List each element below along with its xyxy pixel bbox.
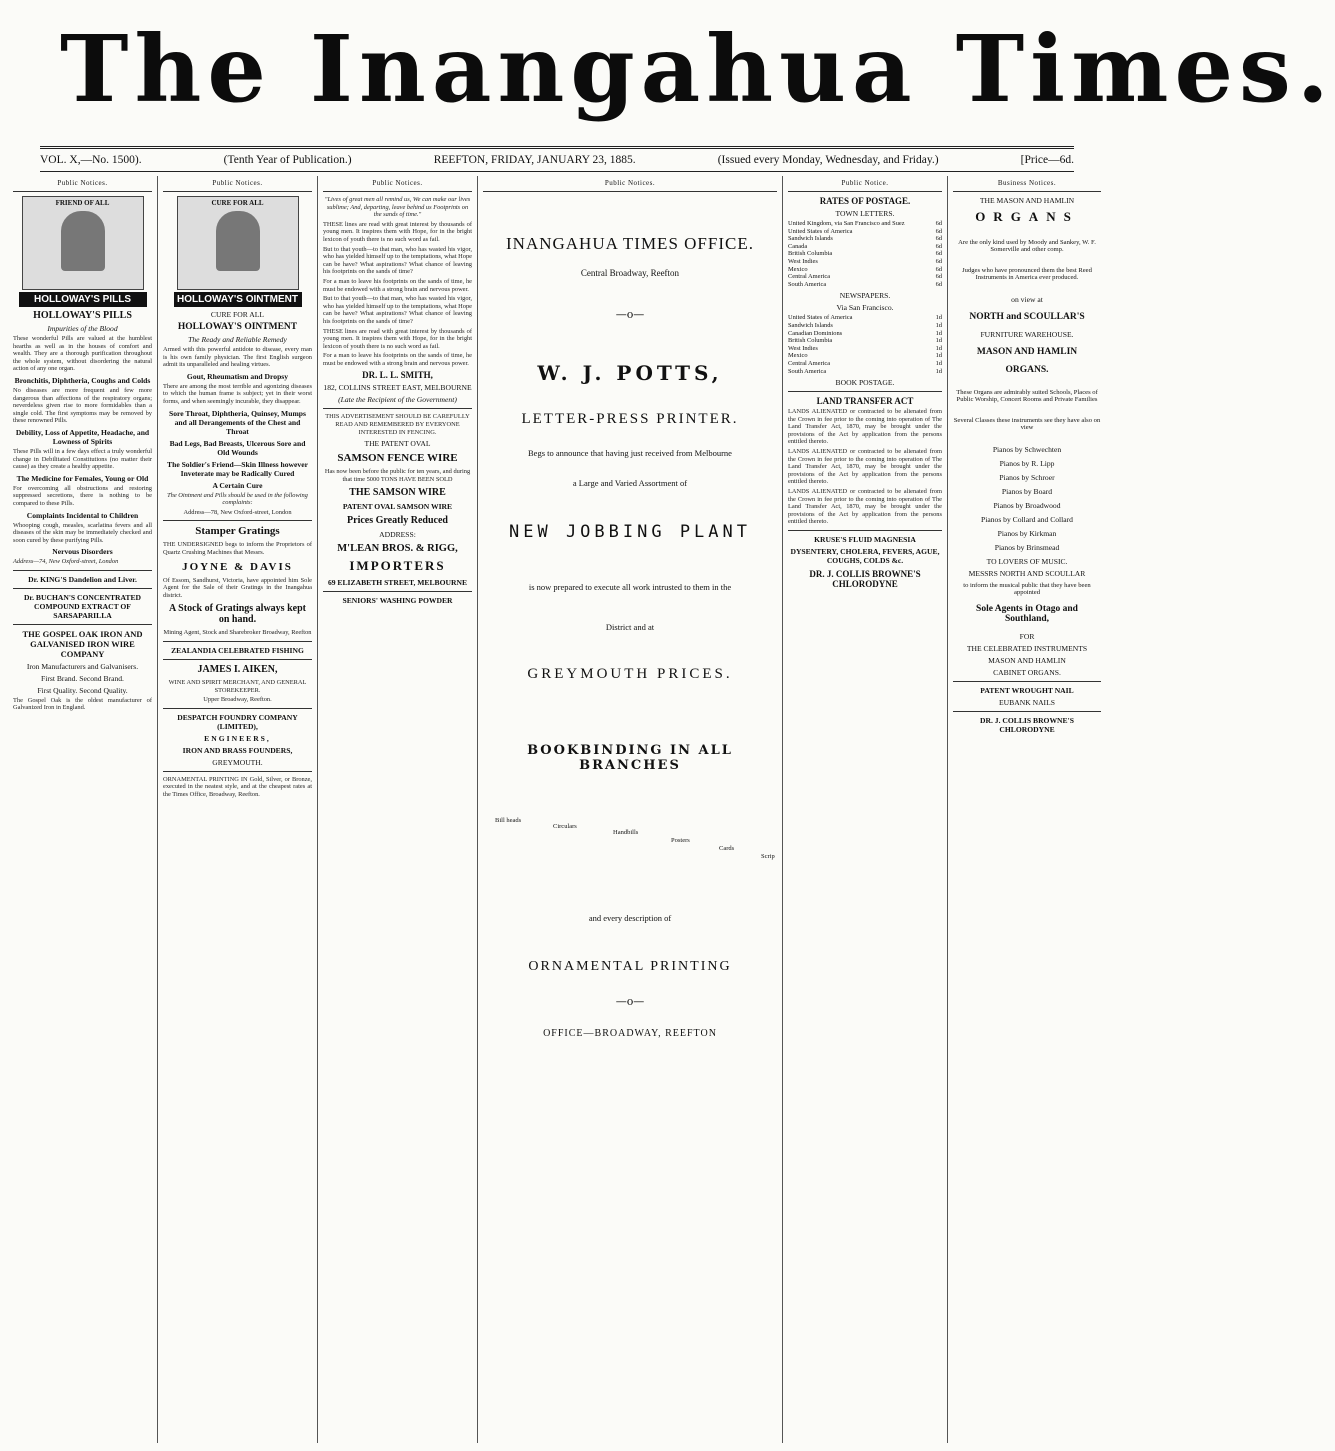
ad-paragraph: For overcoming all obstructions and restoring suppressed secretions, there is nothing to be compared to these Pills. xyxy=(13,484,152,507)
postage-row xyxy=(788,250,942,258)
job-types xyxy=(483,813,777,903)
piano-item: Pianos by Schwechten xyxy=(992,445,1062,454)
divider xyxy=(163,708,312,709)
postage-row-label: South America xyxy=(788,280,827,288)
pills-plaque: HOLLOWAY'S PILLS xyxy=(19,292,147,307)
gospel-brands: First Brand. Second Brand. xyxy=(41,673,124,683)
newspaper-row xyxy=(788,322,942,330)
newspapers-head: NEWSPAPERS. xyxy=(839,291,891,301)
announce-line: Begs to announce that having just received from Melbourne xyxy=(528,448,732,458)
aiken-address: Upper Broadway, Reefton. xyxy=(203,696,272,704)
kings-ad-title: Dr. KING'S Dandelion and Liver. xyxy=(28,574,137,584)
job-circulars: Circulars xyxy=(553,823,577,830)
times-office-address: Central Broadway, Reefton xyxy=(580,268,680,278)
divider xyxy=(163,520,312,521)
newspaper-row-value: 1d xyxy=(935,344,942,352)
newspaper-row-label: West Indies xyxy=(788,344,818,352)
newspaper-row-value: 1d xyxy=(935,367,942,375)
column-3 xyxy=(318,176,478,1443)
ornament-divider: —o— xyxy=(615,995,645,1008)
ad-heading: A Certain Cure xyxy=(212,480,263,490)
job-posters: Posters xyxy=(671,837,690,844)
elizabeth-street: 69 ELIZABETH STREET, MELBOURNE xyxy=(327,578,468,588)
despatch-town: GREYMOUTH. xyxy=(212,757,263,767)
mclean-rigg: M'LEAN BROS. & RIGG, xyxy=(337,543,458,555)
gospel-note: The Gospel Oak is the oldest manufacturer of Galvanized Iron in England. xyxy=(13,696,152,712)
despatch-engineers: ENGINEERS, xyxy=(204,733,271,743)
job-cards: Cards xyxy=(719,845,735,852)
kruse-title: KRUSE'S FLUID MAGNESIA xyxy=(814,535,916,544)
organs-only: Are the only kind used by Moody and Sankey, W. F. Somerville and other comp. xyxy=(958,239,1096,253)
ad-paragraph: There are among the most terrible and agonizing diseases to which the human frame is subject; yet in their worst forms, and when seemingly incurable, they disappear. xyxy=(163,382,312,405)
newspaper-row-label: British Columbia xyxy=(788,337,833,345)
seniors-washing: SENIORS' WASHING POWDER xyxy=(342,596,453,606)
despatch-iron: IRON AND BRASS FOUNDERS, xyxy=(182,745,293,755)
postage-row-label: Central America xyxy=(788,273,831,281)
article-paragraph: But to that youth—to that man, who has wasted his vigor, who has yielded himself up to the temptations, what Hope can be have? What aspirations? What chance of leaving his footprints on the sands of time? xyxy=(323,245,472,276)
samson-wire: THE SAMSON WIRE xyxy=(349,487,446,499)
divider xyxy=(13,570,152,571)
job-scrip: Scrip xyxy=(761,853,775,860)
aiken-title: JAMES I. AIKEN, xyxy=(197,663,278,675)
furniture-warehouse: FURNITURE WAREHOUSE. xyxy=(980,330,1074,339)
newspaper-row-value: 1d xyxy=(935,352,942,360)
ornamental-printing-note: ORNAMENTAL PRINTING IN Gold, Silver, or Bronze, executed in the neatest style, and at the cheapest rates at the Times Office, Broadway, Reefton. xyxy=(163,775,312,798)
smith-name: DR. L. L. SMITH, xyxy=(362,370,433,381)
column-6 xyxy=(948,176,1106,1443)
ointment-plaque: HOLLOWAY'S OINTMENT xyxy=(174,292,302,307)
address-label: ADDRESS: xyxy=(379,530,416,540)
newspaper-row-value: 1d xyxy=(935,321,942,329)
times-office-title: INANGAHUA TIMES OFFICE. xyxy=(506,234,754,253)
fencing-advert: THIS ADVERTISEMENT SHOULD BE CAREFULLY READ AND REMEMBERED BY EVERYONE INTERESTED IN FENCING. xyxy=(325,413,470,436)
buchan-ad-title: Dr. BUCHAN'S CONCENTRATED COMPOUND EXTRACT OF SARSAPARILLA xyxy=(23,592,142,620)
postage-row-value: 6d xyxy=(935,220,942,227)
ad-heading: Sore Throat, Diphtheria, Quinsey, Mumps and all Derangements of the Chest and Throat xyxy=(169,408,306,436)
poem-quote: "Lives of great men all remind us, We can make our lives sublime; And, departing, leave behind us Footprints on the sands of time." xyxy=(324,196,471,219)
postage-row xyxy=(788,258,942,266)
newspaper-row-label: Canadian Dominions xyxy=(788,329,843,337)
divider xyxy=(953,711,1101,712)
column-head: Public Notices. xyxy=(13,176,152,192)
land-transfer-paragraph: LANDS ALIENATED or contracted to be alienated from the Crown in fee prior to the coming into operation of The Land Transfer Act, 1870, may be brought under the provisions of the Act by application from the persons entitled thereto. xyxy=(788,448,942,486)
gospel-quality: First Quality. Second Quality. xyxy=(37,685,128,695)
patent-oval: THE PATENT OVAL xyxy=(364,439,431,449)
joyne-davis: JOYNE & DAVIS xyxy=(182,560,293,573)
ad-address: Address—78, New Oxford-street, London xyxy=(183,508,292,516)
ad-paragraph: These wonderful Pills are valued at the humblest hearths as well as in the houses of comfort and wealth. They are a thorough purification throughout the whole system, without disordering the natural action of any one organ. xyxy=(13,335,152,373)
ad-heading: Nervous Disorders xyxy=(52,547,113,557)
cabinet-organs: CABINET ORGANS. xyxy=(993,668,1061,677)
smith-note: (Late the Recipient of the Government) xyxy=(338,395,457,405)
divider xyxy=(788,391,942,392)
postage-row xyxy=(788,228,942,236)
potts-name: W. J. POTTS, xyxy=(537,361,723,385)
postage-row-value: 6d xyxy=(935,265,942,273)
letterpress-printer: LETTER-PRESS PRINTER. xyxy=(521,411,739,427)
assortment-line: a Large and Varied Assortment of xyxy=(572,478,688,488)
newspaper-row-label: Sandwich Islands xyxy=(788,321,833,329)
postage-row-label: Canada xyxy=(788,242,808,250)
mining-agent: Mining Agent, Stock and Sharebroker Broadway, Reefton xyxy=(163,629,312,637)
ad-heading: The Medicine for Females, Young or Old xyxy=(16,473,149,483)
newspaper-row-label: Central America xyxy=(788,359,831,367)
eubank-nails: EUBANK NAILS xyxy=(999,698,1055,707)
postage-row-label: British Columbia xyxy=(788,250,833,258)
newspaper-row-value: 1d xyxy=(935,314,942,322)
newspaper-row-label: United States of America xyxy=(788,314,853,322)
newspaper-row xyxy=(788,330,942,338)
piano-item: Pianos by Broadwood xyxy=(993,501,1061,510)
messrs-north: MESSRS NORTH AND SCOULLAR xyxy=(968,569,1086,578)
columns xyxy=(8,176,1106,1443)
inform-public: to inform the musical public that they have been appointed xyxy=(963,582,1091,596)
ad-paragraph: Armed with this powerful antidote to disease, every man is his own family physician. The first English surgeon admit its unparalleled and healing virtues. xyxy=(163,346,312,369)
column-2 xyxy=(158,176,318,1443)
divider xyxy=(163,771,312,772)
on-view: on view at xyxy=(1011,295,1043,304)
postage-row-value: 6d xyxy=(935,235,942,243)
piano-list xyxy=(953,445,1101,552)
lovers-music: TO LOVERS OF MUSIC. xyxy=(986,557,1068,566)
sole-agents: Sole Agents in Otago and Southland, xyxy=(976,604,1078,624)
column-head: Public Notices. xyxy=(483,176,777,192)
piano-item: Pianos by Brinsmead xyxy=(994,543,1060,552)
ornamental-printing: ORNAMENTAL PRINTING xyxy=(528,959,732,974)
mason-hamlin-head: THE MASON AND HAMLIN xyxy=(979,196,1075,205)
gospel-oak-title: THE GOSPEL OAK IRON AND GALVANISED IRON WIRE COMPANY xyxy=(22,628,143,659)
postage-row-value: 6d xyxy=(935,280,942,288)
north-scoullar: NORTH and SCOULLAR'S xyxy=(969,312,1085,322)
ad-subtitle: The Ready and Reliable Remedy xyxy=(188,335,287,344)
town-letters: TOWN LETTERS. xyxy=(835,209,895,218)
newspaper-row-label: Mexico xyxy=(788,352,808,360)
newspaper-row-value: 1d xyxy=(935,329,942,337)
divider xyxy=(163,641,312,642)
column-head: Public Notices. xyxy=(323,176,472,192)
holloway-ointment-emblem xyxy=(177,196,299,290)
organs-title: ORGANS xyxy=(975,209,1079,224)
article-paragraph: THESE lines are read with great interest by thousands of young men. It inspires them with Hope, for in the bright lexicon of youth there is no such word as fail. xyxy=(323,220,472,243)
organs-label: ORGANS. xyxy=(1005,365,1049,375)
piano-item: Pianos by Kirkman xyxy=(997,529,1057,538)
stock-gratings: A Stock of Gratings always kept on hand. xyxy=(169,603,306,626)
postage-row-value: 6d xyxy=(935,227,942,235)
postage-row-label: Sandwich Islands xyxy=(788,235,833,243)
emblem-ribbon: CURE FOR ALL xyxy=(211,199,264,207)
postage-row xyxy=(788,235,942,243)
newspaper-row xyxy=(788,345,942,353)
divider xyxy=(788,530,942,531)
piano-item: Pianos by Collard and Collard xyxy=(981,515,1073,524)
ad-paragraph: These Pills will in a few days effect a truly wonderful change in Debilitated Constitutions (no matter their cause) as they create a healthy appetite. xyxy=(13,447,152,471)
newspaper-row-label: South America xyxy=(788,367,827,375)
dateline xyxy=(40,146,1074,172)
ad-title: HOLLOWAY'S PILLS xyxy=(33,310,132,321)
place-date: REEFTON, FRIDAY, JANUARY 23, 1885. xyxy=(433,154,636,166)
prepared-line: is now prepared to execute all work intrusted to them in the xyxy=(528,582,732,592)
piano-item: Pianos by Schroer xyxy=(999,473,1055,482)
postage-row-label: West Indies xyxy=(788,257,818,265)
issue-schedule: (Issued every Monday, Wednesday, and Friday.) xyxy=(717,154,939,166)
postage-row-label: Mexico xyxy=(788,265,808,273)
samson-paragraph: Has now been before the public for ten years, and during that time 5000 TONS HAVE BEEN SOLD xyxy=(324,468,471,483)
ad-heading: Debility, Loss of Appetite, Headache, and Lowness of Spirits xyxy=(15,427,150,446)
gospel-oak-sub: Iron Manufacturers and Galvanisers. xyxy=(26,661,139,671)
newspaper-row xyxy=(788,337,942,345)
postage-row-value: 6d xyxy=(935,257,942,265)
masthead xyxy=(0,0,1335,140)
newspaper-table xyxy=(788,314,942,375)
job-handbills: Handbills xyxy=(613,829,639,836)
ad-address: Address—74, New Oxford-street, London xyxy=(13,558,119,566)
ad-heading: Bronchitis, Diphtheria, Coughs and Colds xyxy=(14,375,151,385)
ad-heading: The Soldier's Friend—Skin Illness however Inveterate may be Radically Cured xyxy=(167,459,308,478)
postage-row xyxy=(788,281,942,289)
volume-number: VOL. X,—No. 1500). xyxy=(40,154,142,166)
column-5 xyxy=(783,176,948,1443)
postage-table xyxy=(788,220,942,288)
piano-item: Pianos by R. Lipp xyxy=(999,459,1055,468)
dysentery-title: DYSENTERY, CHOLERA, FEVERS, AGUE, COUGHS, COLDS &c. xyxy=(790,547,940,565)
job-bill-heads: Bill heads xyxy=(495,817,522,824)
smith-address: 182, COLLINS STREET EAST, MELBOURNE xyxy=(323,383,472,393)
land-transfer-title: LAND TRANSFER ACT xyxy=(816,396,914,407)
rates-title: RATES OF POSTAGE. xyxy=(819,196,911,206)
every-description: and every description of xyxy=(588,913,672,923)
stamper-paragraph: THE UNDERSIGNED begs to inform the Proprietors of Quartz Crushing Machines that Messrs. xyxy=(163,541,312,556)
newspaper-row-value: 1d xyxy=(935,337,942,345)
ad-paragraph: Whooping cough, measles, scarlatina fevers and all diseases of the skin may be immediately checked and soon cured by these purifying Pills. xyxy=(13,521,152,544)
price: [Price—6d. xyxy=(1020,154,1074,166)
celebrated-instruments: THE CELEBRATED INSTRUMENTS xyxy=(966,644,1088,653)
newspaper-row-value: 1d xyxy=(935,359,942,367)
mason-hamlin-2: MASON AND HAMLIN xyxy=(988,656,1066,665)
stamper-title: Stamper Gratings xyxy=(195,525,280,538)
postage-row-label: United Kingdom, via San Francisco and Suez xyxy=(788,220,905,227)
holloway-pills-emblem xyxy=(22,196,144,290)
divider xyxy=(323,591,472,592)
greymouth-prices: GREYMOUTH PRICES. xyxy=(527,666,733,682)
newspaper-row xyxy=(788,314,942,322)
article-paragraph: THESE lines are read with great interest by thousands of young men. It inspires them with Hope, for in the bright lexicon of youth there is no such word as fail. xyxy=(323,327,472,350)
ad-subtitle: Impurities of the Blood xyxy=(47,324,118,333)
publication-year: (Tenth Year of Publication.) xyxy=(223,154,352,166)
ad-title: HOLLOWAY'S OINTMENT xyxy=(177,322,298,332)
several-classes: Several Classes these instruments see they have also on view xyxy=(953,417,1101,431)
postage-row-value: 6d xyxy=(935,242,942,250)
land-transfer-paragraph: LANDS ALIENATED or contracted to be alienated from the Crown in fee prior to the coming into operation of The Land Transfer Act, 1870, may be brought under the provisions of the Act by application from the persons entitled thereto. xyxy=(788,408,942,446)
collis-browne-6: DR. J. COLLIS BROWNE'S CHLORODYNE xyxy=(980,716,1074,734)
despatch-title: DESPATCH FOUNDRY COMPANY (LIMITED), xyxy=(177,712,298,731)
bookbinding: BOOKBINDING IN ALL BRANCHES xyxy=(527,743,733,773)
article-paragraph: But to that youth—to that man, who has wasted his vigor, who has yielded himself up to the temptations, what Hope can be have? What aspirations? What chance of leaving his footprints on the sands of time? xyxy=(323,295,472,325)
divider xyxy=(13,624,152,625)
figure-illustration xyxy=(216,211,260,271)
via-sf-head: Via San Francisco. xyxy=(836,303,894,313)
office-broadway: OFFICE—BROADWAY, REEFTON xyxy=(543,1028,717,1039)
district-line: District and at xyxy=(605,622,655,632)
ad-italic-note: The Ointment and Pills should be used in the following complaints: xyxy=(167,491,308,507)
piano-item: Pianos by Board xyxy=(1001,487,1053,496)
postage-row xyxy=(788,243,942,251)
importers: IMPORTERS xyxy=(349,558,446,574)
postage-row xyxy=(788,273,942,281)
article-paragraph: For a man to leave his footprints on the sands of time, he must be endowed with a strong brain and nervous power. xyxy=(323,352,472,367)
aiken-paragraph: WINE AND SPIRIT MERCHANT, AND GENERAL STOREKEEPER. xyxy=(168,678,307,694)
zealandia-title: ZEALANDIA CELEBRATED FISHING xyxy=(171,645,304,655)
column-head: Public Notice. xyxy=(788,176,942,192)
organs-judges: Judges who have pronounced them the best Reed Instruments in America ever produced. xyxy=(962,267,1092,281)
column-head: Business Notices. xyxy=(953,176,1101,192)
column-head: Public Notices. xyxy=(163,176,312,192)
ad-heading: Bad Legs, Bad Breasts, Ulcerous Sore and Old Wounds xyxy=(169,438,306,457)
divider xyxy=(163,659,312,660)
emblem-ribbon: FRIEND OF ALL xyxy=(55,199,110,207)
ornament-divider: —o— xyxy=(615,308,645,321)
divider xyxy=(13,588,152,589)
postage-row-value: 6d xyxy=(935,273,942,281)
patent-nail: PATENT WROUGHT NAIL xyxy=(980,686,1074,695)
samson-fence-wire: SAMSON FENCE WIRE xyxy=(337,452,458,465)
divider xyxy=(323,408,472,409)
book-postage-head: BOOK POSTAGE. xyxy=(835,378,895,388)
newspaper-row xyxy=(788,368,942,376)
column-4 xyxy=(478,176,783,1443)
divider xyxy=(953,681,1101,682)
jobbing-plant: NEW JOBBING PLANT xyxy=(509,522,751,542)
ad-heading: Gout, Rheumatism and Dropsy xyxy=(186,371,289,381)
organs-suited: These Organs are admirably suited Schools, Places of Public Worship, Concert Rooms and Private Families xyxy=(956,389,1098,403)
postage-row xyxy=(788,220,942,228)
masthead-title: The Inangahua Times. xyxy=(60,15,1335,123)
column-1 xyxy=(8,176,158,1443)
newspaper-row xyxy=(788,352,942,360)
postage-row-value: 6d xyxy=(935,250,942,258)
collis-browne: DR. J. COLLIS BROWNE'S CHLORODYNE xyxy=(809,569,921,589)
for-label: FOR xyxy=(1019,632,1035,641)
newspaper-row xyxy=(788,360,942,368)
mason-hamlin: MASON AND HAMLIN xyxy=(976,347,1078,357)
ad-cure: CURE FOR ALL xyxy=(210,310,265,319)
ad-paragraph: No diseases are more frequent and few more dangerous than affections of the respiratory organs; neverdeless given rise to more formidables than a single cold. The first symptoms may be removed by these renowned Pills. xyxy=(13,386,152,425)
postage-row xyxy=(788,266,942,274)
land-transfer-paragraph: LANDS ALIENATED or contracted to be alienated from the Crown in fee prior to the coming into operation of The Land Transfer Act, 1870, may be brought under the provisions of the Act by application from the persons entitled thereto. xyxy=(788,488,942,526)
postage-row-label: United States of America xyxy=(788,227,853,235)
prices-reduced: Prices Greatly Reduced xyxy=(347,515,448,527)
patent-oval-samson: PATENT OVAL SAMSON WIRE xyxy=(342,502,453,512)
joyne-paragraph: Of Essom, Sandhurst, Victoria, have appointed him Sole Agent for the Sale of their Gratings in the Inangahua district. xyxy=(163,576,312,599)
ad-heading: Complaints Incidental to Children xyxy=(26,510,139,520)
figure-illustration xyxy=(61,211,105,271)
article-paragraph: For a man to leave his footprints on the sands of time, he must be endowed with a strong brain and nervous power. xyxy=(323,277,472,293)
